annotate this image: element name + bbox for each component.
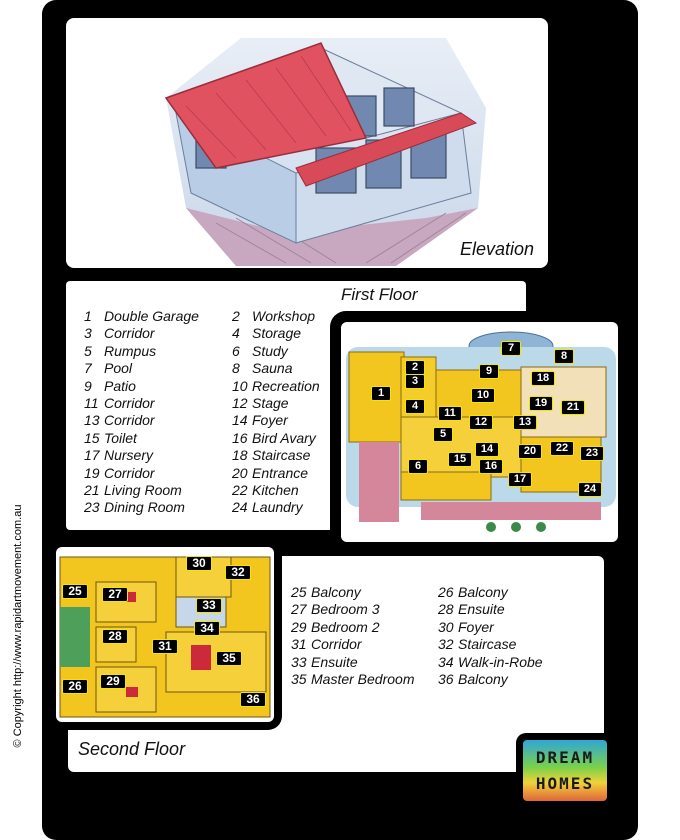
legend-number: 20 <box>232 464 248 481</box>
legend-item <box>232 430 320 447</box>
room-tag-16: 16 <box>479 459 503 474</box>
legend-item <box>438 619 543 636</box>
room-tag-22: 22 <box>550 441 574 456</box>
legend-number: 5 <box>84 342 92 359</box>
logo-line-1: DREAM <box>535 748 595 767</box>
legend-number: 36 <box>438 671 454 688</box>
legend-number: 11 <box>84 395 99 412</box>
legend-number: 25 <box>291 584 307 600</box>
legend-item <box>84 343 199 360</box>
legend-room-name: Master Bedroom <box>311 671 415 688</box>
room-tag-26: 26 <box>62 679 88 694</box>
second-floor-plan <box>56 547 274 722</box>
legend-item <box>438 584 543 601</box>
legend-room-name: Foyer <box>252 412 288 429</box>
legend-room-name: Corridor <box>104 464 155 481</box>
legend-item <box>232 325 320 342</box>
room-tag-36: 36 <box>240 692 266 707</box>
elevation-label: Elevation <box>459 239 534 259</box>
room-tag-29: 29 <box>100 674 126 689</box>
legend-item <box>438 671 543 688</box>
legend-number: 30 <box>438 618 454 635</box>
legend-number: 14 <box>232 412 248 429</box>
legend-room-name: Living Room <box>104 482 182 499</box>
legend-item <box>232 308 320 325</box>
room-tag-3: 3 <box>405 374 425 389</box>
legend-number: 6 <box>232 342 240 359</box>
legend-item <box>84 499 199 516</box>
legend-room-name: Sauna <box>252 360 293 377</box>
legend-room-name: Pool <box>104 360 133 377</box>
legend-room-name: Foyer <box>458 618 494 635</box>
legend-number: 1 <box>84 308 92 324</box>
legend-number: 2 <box>232 308 240 324</box>
legend-room-name: Double Garage <box>104 308 199 324</box>
legend-room-name: Nursery <box>104 447 154 464</box>
legend-number: 12 <box>232 395 248 412</box>
legend-item <box>84 360 199 377</box>
legend-item <box>84 482 199 499</box>
legend-item <box>291 584 414 601</box>
legend-item <box>291 619 414 636</box>
legend-number: 33 <box>291 653 307 670</box>
legend-number: 17 <box>84 447 100 464</box>
legend-number: 13 <box>84 412 100 429</box>
legend-item <box>232 395 320 412</box>
legend-room-name: Ensuite <box>311 653 358 670</box>
elevation-illustration <box>66 18 548 268</box>
legend-room-name: Ensuite <box>458 601 505 618</box>
room-tag-18: 18 <box>531 371 555 386</box>
legend-room-name: Balcony <box>458 671 508 688</box>
first-floor-legend-left <box>84 308 199 517</box>
room-tag-2: 2 <box>405 360 425 375</box>
legend-room-name: Bedroom 3 <box>311 601 380 618</box>
legend-number: 23 <box>84 499 100 516</box>
legend-room-name: Bedroom 2 <box>311 618 380 635</box>
room-tag-6: 6 <box>408 459 428 474</box>
legend-item <box>232 482 320 499</box>
room-tag-10: 10 <box>471 388 495 403</box>
legend-item <box>232 412 320 429</box>
first-floor-plan <box>341 322 618 542</box>
room-tag-4: 4 <box>405 399 425 414</box>
legend-number: 10 <box>232 377 248 394</box>
room-tag-21: 21 <box>561 400 585 415</box>
legend-number: 32 <box>438 636 454 653</box>
legend-room-name: Corridor <box>104 412 155 429</box>
second-floor-legend-right <box>438 584 543 688</box>
legend-room-name: Patio <box>104 377 136 394</box>
legend-number: 8 <box>232 360 240 377</box>
room-tag-14: 14 <box>475 442 499 457</box>
legend-room-name: Staircase <box>252 447 311 464</box>
room-tag-9: 9 <box>479 364 499 379</box>
room-tag-5: 5 <box>433 427 453 442</box>
legend-item <box>291 601 414 618</box>
room-tag-1: 1 <box>371 386 391 401</box>
legend-item <box>291 636 414 653</box>
legend-number: 19 <box>84 464 100 481</box>
legend-item <box>232 343 320 360</box>
room-tag-7: 7 <box>501 341 521 356</box>
legend-room-name: Staircase <box>458 636 517 653</box>
legend-number: 26 <box>438 584 454 600</box>
legend-item <box>438 654 543 671</box>
room-tag-31: 31 <box>152 639 178 654</box>
room-tag-27: 27 <box>102 587 128 602</box>
legend-room-name: Kitchen <box>252 482 299 499</box>
legend-item <box>291 671 414 688</box>
room-tag-15: 15 <box>448 452 472 467</box>
room-tag-12: 12 <box>469 415 493 430</box>
room-tag-13: 13 <box>513 415 537 430</box>
first-floor-plan-drawing <box>341 322 618 542</box>
legend-room-name: Walk-in-Robe <box>458 653 543 670</box>
logo-badge <box>523 740 607 801</box>
room-tag-19: 19 <box>529 396 553 411</box>
legend-room-name: Toilet <box>104 429 137 446</box>
legend-number: 28 <box>438 601 454 618</box>
legend-room-name: Dining Room <box>104 499 185 516</box>
legend-item <box>84 325 199 342</box>
legend-room-name: Workshop <box>252 308 316 324</box>
legend-number: 34 <box>438 653 454 670</box>
room-tag-11: 11 <box>438 406 462 421</box>
legend-item <box>84 447 199 464</box>
logo-line-2: HOMES <box>535 774 595 793</box>
legend-number: 21 <box>84 482 100 499</box>
legend-item <box>84 465 199 482</box>
legend-number: 7 <box>84 360 92 377</box>
legend-number: 4 <box>232 325 240 342</box>
second-floor-title: Second Floor <box>78 739 186 759</box>
legend-room-name: Laundry <box>252 499 303 516</box>
second-floor-legend-left <box>291 584 414 688</box>
legend-number: 27 <box>291 601 307 618</box>
room-tag-8: 8 <box>554 349 574 364</box>
legend-room-name: Balcony <box>311 584 361 600</box>
room-tag-20: 20 <box>518 444 542 459</box>
room-tag-30: 30 <box>186 556 212 571</box>
legend-room-name: Corridor <box>104 395 155 412</box>
legend-room-name: Study <box>252 342 288 359</box>
legend-item <box>84 395 199 412</box>
room-tag-34: 34 <box>194 621 220 636</box>
room-tag-23: 23 <box>580 446 604 461</box>
legend-room-name: Corridor <box>311 636 362 653</box>
legend-item <box>438 601 543 618</box>
legend-item <box>291 654 414 671</box>
legend-number: 22 <box>232 482 248 499</box>
first-floor-title: First Floor <box>341 285 418 304</box>
legend-item <box>84 412 199 429</box>
room-tag-17: 17 <box>508 472 532 487</box>
legend-item <box>232 465 320 482</box>
legend-room-name: Bird Avary <box>252 429 316 446</box>
elevation-panel <box>66 18 548 268</box>
legend-number: 24 <box>232 499 248 516</box>
legend-item <box>232 499 320 516</box>
legend-number: 9 <box>84 377 92 394</box>
legend-number: 29 <box>291 618 307 635</box>
room-tag-28: 28 <box>102 629 128 644</box>
dream-homes-logo <box>516 733 614 808</box>
room-tag-25: 25 <box>62 584 88 599</box>
first-floor-legend-right <box>232 308 320 517</box>
legend-room-name: Rumpus <box>104 342 157 359</box>
room-tag-24: 24 <box>578 482 602 497</box>
legend-room-name: Entrance <box>252 464 309 481</box>
legend-item <box>84 430 199 447</box>
legend-room-name: Balcony <box>458 584 508 600</box>
legend-item <box>84 308 199 325</box>
legend-item <box>232 360 320 377</box>
copyright-notice: © Copyright http://www.rapidartmovement.com.au <box>12 504 24 748</box>
legend-item <box>232 378 320 395</box>
legend-number: 3 <box>84 325 92 342</box>
legend-item <box>84 378 199 395</box>
legend-room-name: Corridor <box>104 325 155 342</box>
legend-item <box>438 636 543 653</box>
legend-room-name: Recreation <box>252 377 320 394</box>
room-tag-33: 33 <box>196 598 222 613</box>
legend-number: 16 <box>232 429 248 446</box>
legend-number: 15 <box>84 429 100 446</box>
legend-number: 35 <box>291 671 307 688</box>
legend-number: 31 <box>291 636 307 653</box>
legend-number: 18 <box>232 447 248 464</box>
legend-room-name: Stage <box>252 395 289 412</box>
legend-item <box>232 447 320 464</box>
legend-room-name: Storage <box>252 325 302 342</box>
room-tag-32: 32 <box>225 565 251 580</box>
room-tag-35: 35 <box>216 651 242 666</box>
